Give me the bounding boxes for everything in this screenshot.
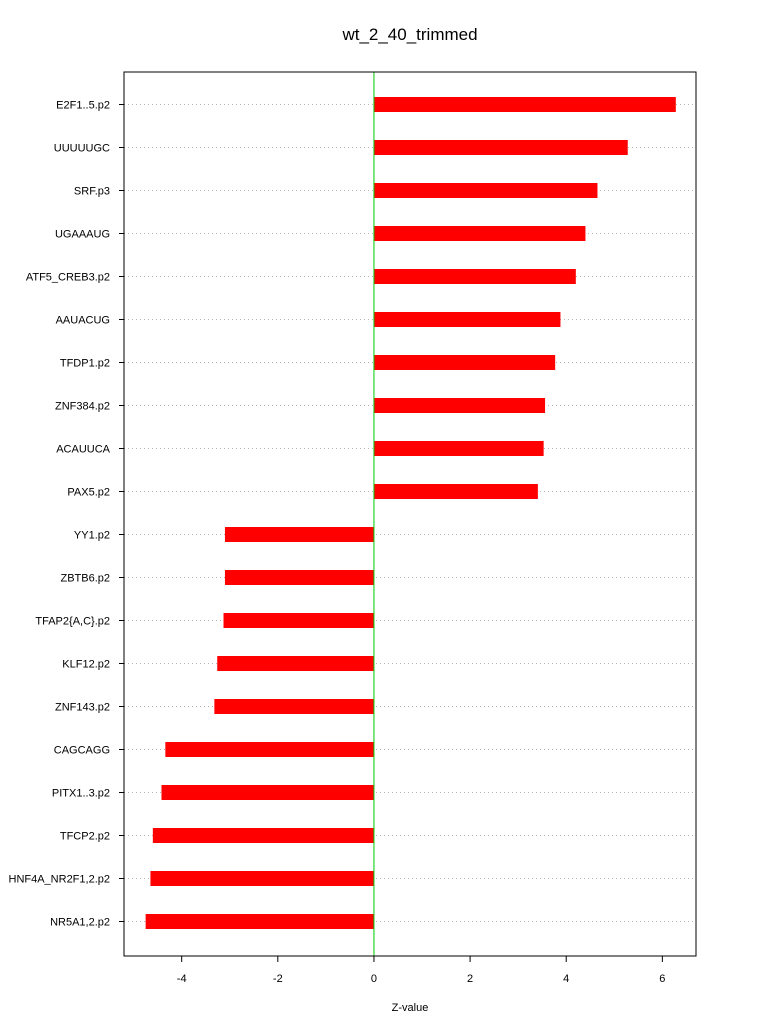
x-axis bbox=[177, 956, 666, 985]
bar bbox=[374, 140, 628, 155]
y-tick-label: TFAP2{A,C}.p2 bbox=[35, 615, 110, 628]
y-tick-label: KLF12.p2 bbox=[62, 658, 110, 671]
bar bbox=[374, 398, 545, 413]
bar bbox=[153, 828, 374, 843]
x-axis-label: Z-value bbox=[391, 1002, 429, 1014]
bar bbox=[225, 527, 374, 542]
y-tick-label: ZBTB6.p2 bbox=[60, 572, 110, 585]
x-tick-label: 0 bbox=[370, 973, 378, 985]
chart-title: wt_2_40_trimmed bbox=[342, 25, 478, 44]
x-tick-label: 2 bbox=[467, 973, 474, 985]
y-tick-label: CAGCAGG bbox=[53, 744, 110, 757]
bar bbox=[150, 871, 374, 886]
bar-layer bbox=[146, 97, 676, 929]
bar bbox=[165, 742, 374, 757]
y-tick-label: AAUACUG bbox=[55, 314, 110, 327]
x-tick-label: 4 bbox=[563, 973, 570, 985]
y-tick-label: UUUUUGC bbox=[53, 142, 110, 155]
bar bbox=[214, 699, 374, 714]
y-tick-label: ATF5_CREB3.p2 bbox=[25, 271, 110, 284]
y-tick-label: TFDP1.p2 bbox=[59, 357, 110, 370]
y-tick-label: PAX5.p2 bbox=[67, 486, 110, 499]
y-tick-label: ACAUUCA bbox=[56, 443, 110, 456]
y-tick-label: NR5A1,2.p2 bbox=[50, 916, 110, 929]
x-tick-label: -4 bbox=[176, 973, 187, 985]
y-tick-label: PITX1..3.p2 bbox=[51, 787, 110, 800]
bar bbox=[374, 97, 676, 112]
y-tick-label: UGAAAUG bbox=[54, 228, 110, 241]
y-tick-label: ZNF143.p2 bbox=[54, 701, 110, 714]
bar bbox=[374, 355, 555, 370]
bar bbox=[225, 570, 374, 585]
y-tick-label: TFCP2.p2 bbox=[59, 830, 110, 843]
bar bbox=[217, 656, 374, 671]
y-axis bbox=[9, 100, 125, 929]
bar bbox=[146, 914, 374, 929]
bar bbox=[374, 484, 538, 499]
bar bbox=[223, 613, 373, 628]
y-tick-label: SRF.p3 bbox=[73, 185, 110, 198]
bar bbox=[161, 785, 373, 800]
bar bbox=[374, 441, 544, 456]
x-tick-label: -2 bbox=[272, 973, 283, 985]
y-tick-label: E2F1..5.p2 bbox=[56, 99, 110, 112]
plot-frame bbox=[124, 72, 696, 956]
y-tick-label: YY1.p2 bbox=[73, 529, 110, 542]
y-tick-label: ZNF384.p2 bbox=[54, 400, 110, 413]
y-tick-label: HNF4A_NR2F1,2.p2 bbox=[8, 873, 110, 886]
bar bbox=[374, 183, 598, 198]
bar bbox=[374, 226, 585, 241]
bar bbox=[374, 269, 576, 284]
x-tick-label: 6 bbox=[659, 973, 666, 985]
bar bbox=[374, 312, 561, 327]
